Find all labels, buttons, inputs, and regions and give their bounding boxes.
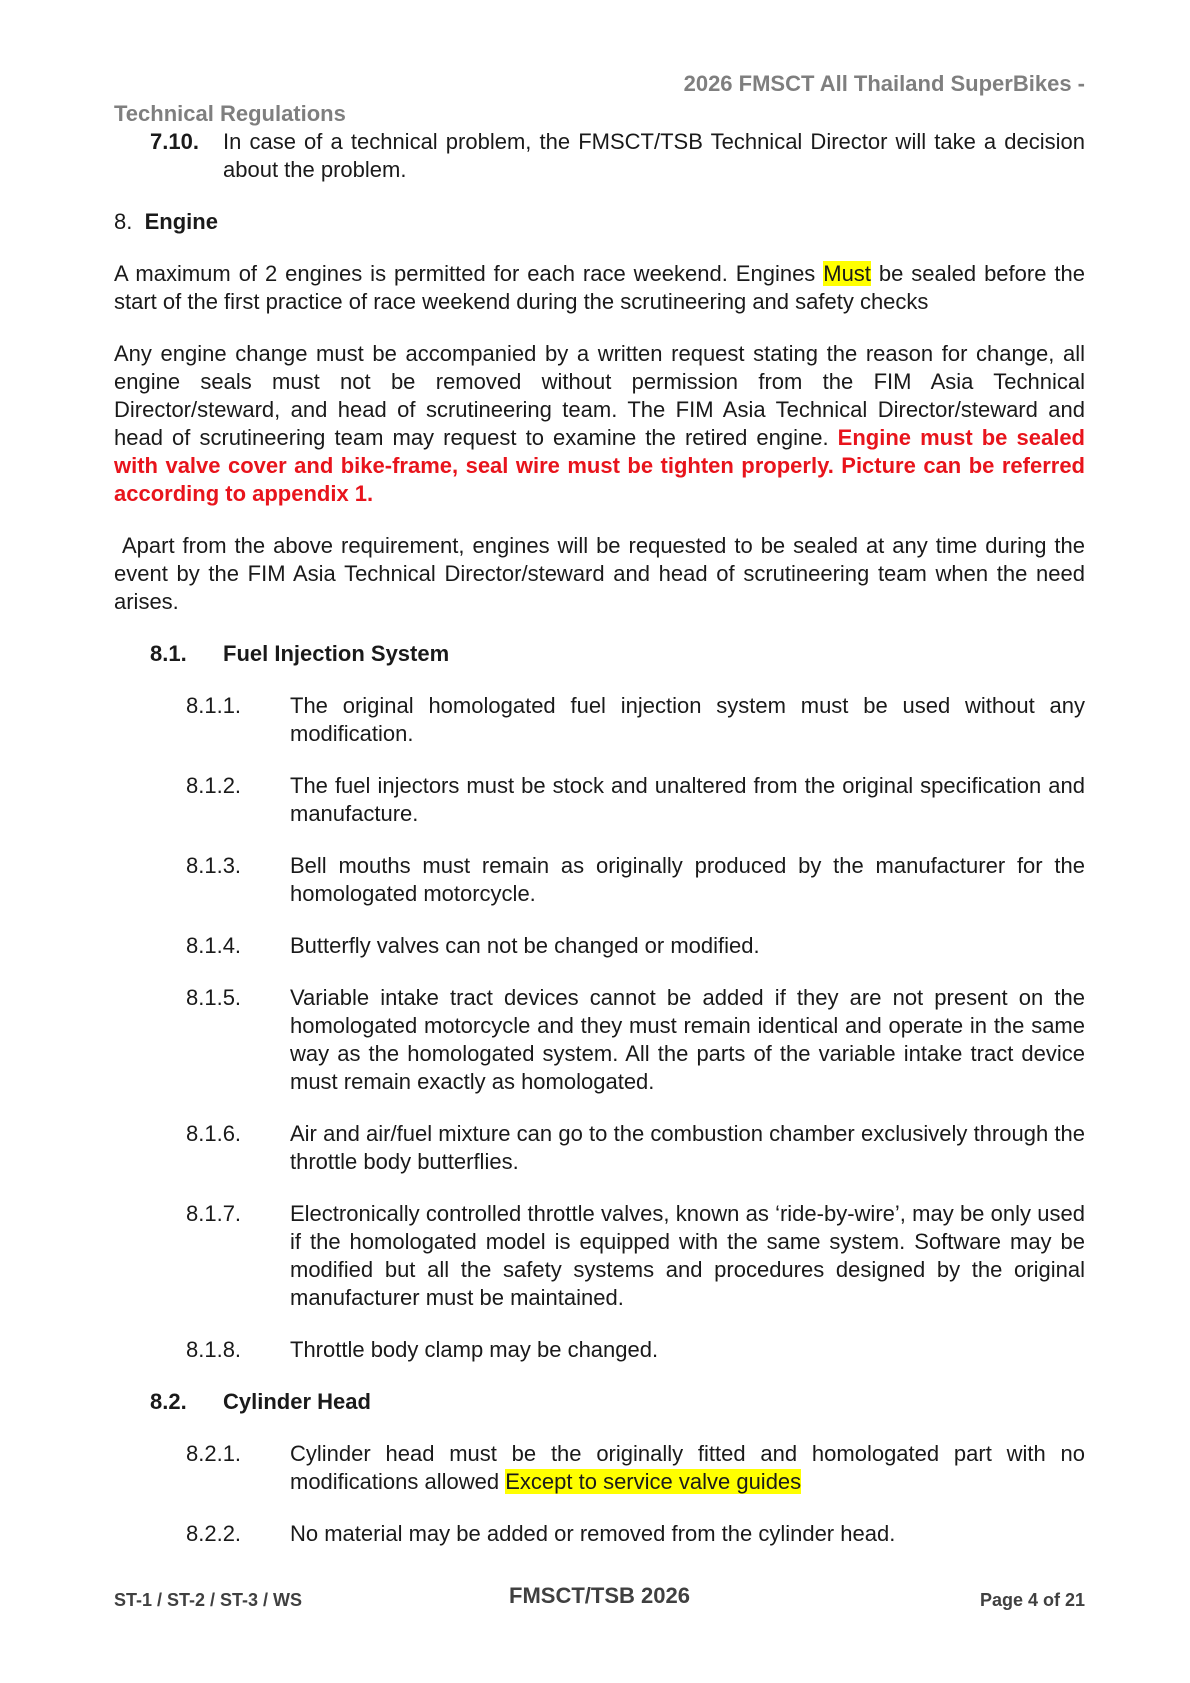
header-subtitle: Technical Regulations bbox=[114, 101, 346, 126]
clause-8-1-5 bbox=[114, 984, 1085, 1096]
highlighted-text: Except to service valve guides bbox=[505, 1469, 802, 1494]
page-footer bbox=[114, 1584, 1085, 1614]
document-body bbox=[114, 128, 1092, 1548]
clause-number: 8.1.2. bbox=[186, 773, 242, 798]
clause-text: The fuel injectors must be stock and unaltered from the original specification and manufacture. bbox=[290, 773, 1085, 826]
clause-text: Variable intake tract devices cannot be added if they are not present on the homologated motorcycle and they must remain identical and operate in the same way as the homologated system. All the parts of the variable intake tract device must remain exactly as homologated. bbox=[290, 985, 1085, 1094]
clause-8-1-4 bbox=[114, 932, 1085, 960]
section-number: 8. bbox=[114, 209, 133, 234]
subsection-title: Cylinder Head bbox=[223, 1389, 371, 1414]
clause-number: 7.10. bbox=[150, 129, 199, 154]
clause-8-1-2 bbox=[114, 772, 1085, 828]
clause-number: 8.1.8. bbox=[186, 1337, 242, 1362]
clause-number: 8.2.2. bbox=[186, 1521, 242, 1546]
clause-number: 8.1.3. bbox=[186, 853, 242, 878]
page-number: Page 4 of 21 bbox=[979, 1590, 1085, 1610]
clause-text: The original homologated fuel injection system must be used without any modification. bbox=[290, 693, 1085, 746]
clause-8-1-7 bbox=[114, 1200, 1085, 1312]
clause-text: Butterfly valves can not be changed or modified. bbox=[290, 933, 760, 958]
paragraph-text: A maximum of 2 engines is permitted for each race weekend. Engines bbox=[114, 261, 824, 286]
clause-number: 8.1.1. bbox=[186, 693, 242, 718]
clause-text: Bell mouths must remain as originally produced by the manufacturer for the homologated motorcycle. bbox=[290, 853, 1085, 906]
paragraph-text: be sealed before the start of the first practice of race weekend during the scrutineering and safety checks bbox=[114, 261, 1085, 314]
clause-8-1-3 bbox=[114, 852, 1085, 908]
clause-8-1-1 bbox=[114, 692, 1085, 748]
clause-number: 8.1.4. bbox=[186, 933, 242, 958]
clause-text-part: Cylinder head must be the originally fitted and homologated part with no modifications allowed bbox=[290, 1441, 1085, 1494]
clause-number: 8.1.5. bbox=[186, 985, 242, 1010]
clause-number: 8.2.1. bbox=[186, 1441, 242, 1466]
clause-number: 8.1.6. bbox=[186, 1121, 242, 1146]
subsection-title: Fuel Injection System bbox=[223, 641, 450, 666]
footer-classes: ST-1 / ST-2 / ST-3 / WS bbox=[114, 1590, 303, 1610]
header-title: 2026 FMSCT All Thailand SuperBikes - bbox=[683, 71, 1085, 96]
paragraph-text: Any engine change must be accompanied by a written request stating the reason for change, all engine seals must not be removed without permission from the FIM Asia Technical Director/steward, and head of scrutineering team. The FIM Asia Technical Director/steward and head of scrutineering team may request to examine the retired engine. bbox=[114, 341, 1085, 450]
section-heading-engine bbox=[114, 208, 1085, 236]
subsection-heading-cylinder-head bbox=[114, 1388, 1085, 1416]
clause-text: Air and air/fuel mixture can go to the combustion chamber exclusively through the throttle body butterflies. bbox=[290, 1121, 1085, 1174]
clause-number: 8.1.7. bbox=[186, 1201, 242, 1226]
paragraph-sealing: Apart from the above requirement, engines will be requested to be sealed at any time during the event by the FIM Asia Technical Director/steward and head of scrutineering team when the need arises. bbox=[114, 533, 1092, 614]
clause-text: In case of a technical problem, the FMSCT/TSB Technical Director will take a decision about the problem. bbox=[223, 129, 1085, 182]
red-warning-text: Engine must be sealed with valve cover and bike-frame, seal wire must be tighten properly. Picture can be referred according to appendix 1. bbox=[114, 425, 1085, 506]
clause-8-2-2 bbox=[114, 1520, 1085, 1548]
subsection-number: 8.1. bbox=[150, 641, 187, 666]
subsection-number: 8.2. bbox=[150, 1389, 187, 1414]
clause-8-2-1 bbox=[114, 1440, 1085, 1496]
footer-title: FMSCT/TSB 2026 bbox=[509, 1583, 690, 1608]
paragraph-engine-change bbox=[114, 340, 1085, 508]
subsection-heading-fuel-injection bbox=[114, 640, 1085, 668]
section-title: Engine bbox=[144, 209, 218, 234]
clause-text: Electronically controlled throttle valves, known as ‘ride-by-wire’, may be only used if the homologated model is equipped with the same system. Software may be modified but all the safety systems and procedures designed by the original manufacturer must be maintained. bbox=[290, 1201, 1085, 1310]
paragraph-engine-limit bbox=[114, 260, 1085, 316]
clause-text: Throttle body clamp may be changed. bbox=[290, 1337, 659, 1362]
clause-8-1-6 bbox=[114, 1120, 1085, 1176]
clause-8-1-8 bbox=[114, 1336, 1085, 1364]
clause-7-10 bbox=[114, 128, 1085, 184]
highlighted-text: Must bbox=[823, 261, 871, 286]
clause-text bbox=[290, 1440, 1085, 1496]
clause-text: No material may be added or removed from the cylinder head. bbox=[290, 1521, 896, 1546]
